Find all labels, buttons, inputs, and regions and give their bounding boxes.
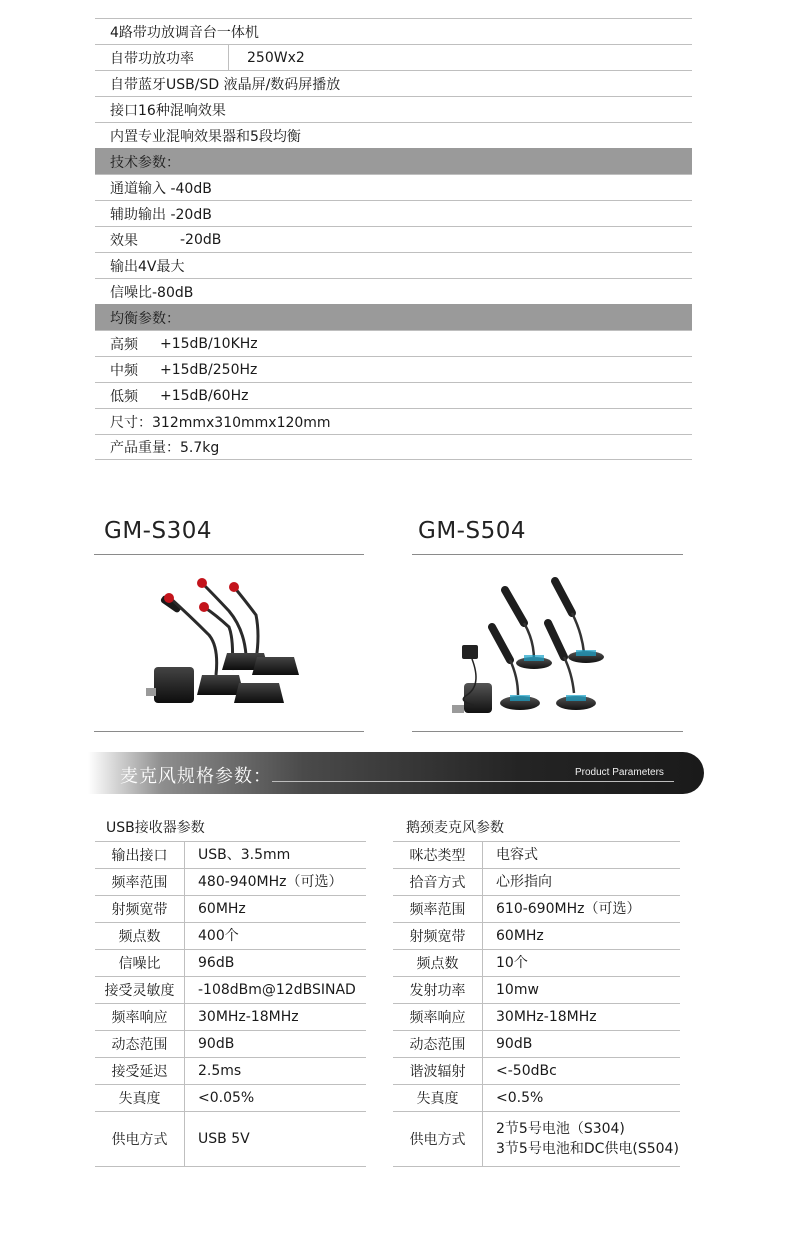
spec-row [95,122,692,148]
table-row [95,949,366,976]
spec-section-header [95,148,692,174]
param-value-line: -108dBm@12dBSINAD [198,982,356,998]
param-name: 频点数 [95,923,185,949]
param-value [185,845,290,865]
param-value-line: 10个 [496,955,528,971]
banner-subtitle: Product Parameters [575,767,664,778]
param-value [185,953,234,973]
param-name: 接受延迟 [95,1058,185,1084]
spec-text: 接口16种混响效果 [110,102,226,119]
table-row [95,1030,366,1057]
spec-text: 4路带功放调音台一体机 [110,24,259,41]
table-row [393,922,680,949]
banner-title: 麦克风规格参数： [120,766,272,787]
param-name: 输出接口 [95,842,185,868]
spec-label: 中频 [110,362,138,379]
table-row [95,1111,366,1167]
spec-value: +15dB/60Hz [160,387,249,404]
spec-value: +15dB/250Hz [160,361,258,378]
usb-plug [452,705,464,713]
table-row [95,1057,366,1084]
table-row [393,1030,680,1057]
param-name: 供电方式 [95,1112,185,1166]
spec-section-label: 均衡参数： [110,310,180,327]
receiver-body [154,667,194,703]
spec-text: 通道输入 -40dB [110,180,212,197]
spec-row [95,434,692,460]
table-row [393,1111,680,1167]
spec-row [95,96,692,122]
param-name: 发射功率 [393,977,483,1003]
param-value-line: 90dB [198,1036,235,1052]
param-value-line: 60MHz [198,901,246,917]
param-name: 接受灵敏度 [95,977,185,1003]
table-row [393,976,680,1003]
product-title-s304: GM-S304 [104,518,212,544]
param-value [185,899,246,919]
table-row [95,976,366,1003]
spec-row [95,200,692,226]
param-value [483,845,538,865]
spec-row [95,226,692,252]
spec-label: 自带功放功率 [95,45,229,70]
param-value [483,1088,543,1108]
spec-text: 产品重量：5.7kg [110,440,220,456]
spec-text: 内置专业混响效果器和5段均衡 [110,128,301,145]
param-value-line: USB 5V [198,1131,250,1147]
table-row [95,841,366,868]
param-value-line: <0.5% [496,1090,544,1106]
product-image-s304 [94,565,364,725]
product-title-underline [412,554,683,555]
param-value [185,926,239,946]
param-value [483,872,552,892]
param-value [483,980,539,1000]
param-name: 拾音方式 [393,869,483,895]
param-name: 频率响应 [393,1004,483,1030]
mic-spec-table [393,841,680,1167]
spec-row [95,330,692,356]
param-name: 频率响应 [95,1004,185,1030]
receiver-table-title: USB接收器参数 [106,820,205,836]
spec-row [95,174,692,200]
product-image-s504 [412,565,683,725]
spec-text: 尺寸：312mmx310mmx120mm [110,414,331,431]
param-name: 咪芯类型 [393,842,483,868]
spec-row [95,70,692,96]
table-row [393,868,680,895]
param-value-line: 96dB [198,955,235,971]
param-value-line: <0.05% [198,1090,255,1106]
table-row [95,922,366,949]
spec-row [95,382,692,408]
spec-table [95,18,692,460]
param-value [483,1034,532,1054]
param-value [185,1007,299,1027]
spec-row [95,278,692,304]
usb-plug [146,688,156,696]
microphone-base [197,653,299,703]
spec-text: 信噪比-80dB [110,284,194,301]
table-row [393,895,680,922]
param-value [483,1119,679,1159]
param-value-line: 10mw [496,982,539,998]
param-name: 频率范围 [393,896,483,922]
receiver-body [464,683,492,713]
param-value [185,1088,254,1108]
param-value [185,1061,241,1081]
param-name: 动态范围 [95,1031,185,1057]
table-row [95,1084,366,1111]
table-row [95,895,366,922]
spec-text: 自带蓝牙USB/SD 液晶屏/数码屏播放 [110,76,341,93]
param-name: 动态范围 [393,1031,483,1057]
param-value-line: 400个 [198,928,239,944]
param-value-line: 60MHz [496,928,544,944]
product-title-s504: GM-S504 [418,518,526,544]
spec-text: 输出4V最大 [110,258,185,275]
spec-row [95,356,692,382]
param-value [483,1007,597,1027]
table-row [393,841,680,868]
param-name: 射频宽带 [393,923,483,949]
param-value [185,1034,234,1054]
param-value [483,926,544,946]
param-name: 失真度 [95,1085,185,1111]
param-value [185,980,356,1000]
param-value-line: 3节5号电池和DC供电(S504) [496,1141,679,1157]
param-name: 射频宽带 [95,896,185,922]
spec-row [95,408,692,434]
param-value-line: 30MHz-18MHz [496,1009,597,1025]
param-name: 频率范围 [95,869,185,895]
param-value-line: <-50dBc [496,1063,557,1079]
param-name: 信噪比 [95,950,185,976]
param-value-line: 电容式 [496,847,538,863]
mic-table-title: 鹅颈麦克风参数 [406,820,504,836]
param-value [185,1129,250,1149]
spec-row [95,18,692,44]
table-row [95,1003,366,1030]
receiver-spec-table [95,841,366,1167]
spec-text: 辅助输出 -20dB [110,206,212,223]
table-row [95,868,366,895]
param-name: 供电方式 [393,1112,483,1166]
spec-row [95,252,692,278]
param-value [483,899,640,919]
spec-section-header [95,304,692,330]
param-name: 频点数 [393,950,483,976]
spec-label: 高频 [110,336,138,353]
param-name: 失真度 [393,1085,483,1111]
param-value-line: 2.5ms [198,1063,242,1079]
param-value-line: 610-690MHz（可选） [496,901,641,917]
power-adapter [462,645,478,659]
spec-label: 效果 [110,232,138,249]
param-value [483,953,528,973]
spec-value: +15dB/10KHz [160,335,258,352]
param-value-line: USB、3.5mm [198,847,291,863]
product-image-underline [412,731,683,732]
table-row [393,1084,680,1111]
param-name: 谐波辐射 [393,1058,483,1084]
table-row [393,1003,680,1030]
param-value-line: 480-940MHz（可选） [198,874,343,890]
param-value-line: 心形指向 [496,874,552,890]
spec-section-label: 技术参数： [110,154,180,171]
product-title-underline [94,554,364,555]
param-value-line: 90dB [496,1036,533,1052]
banner-divider [272,781,674,782]
table-row [393,1057,680,1084]
param-value-line: 30MHz-18MHz [198,1009,299,1025]
table-row [393,949,680,976]
product-image-underline [94,731,364,732]
param-value-line: 2节5号电池（S304) [496,1121,625,1137]
spec-label: 低频 [110,388,138,405]
param-value [483,1061,557,1081]
spec-row [95,44,692,70]
spec-value: -20dB [180,231,222,248]
param-value [185,872,342,892]
spec-value: 250Wx2 [247,49,305,66]
